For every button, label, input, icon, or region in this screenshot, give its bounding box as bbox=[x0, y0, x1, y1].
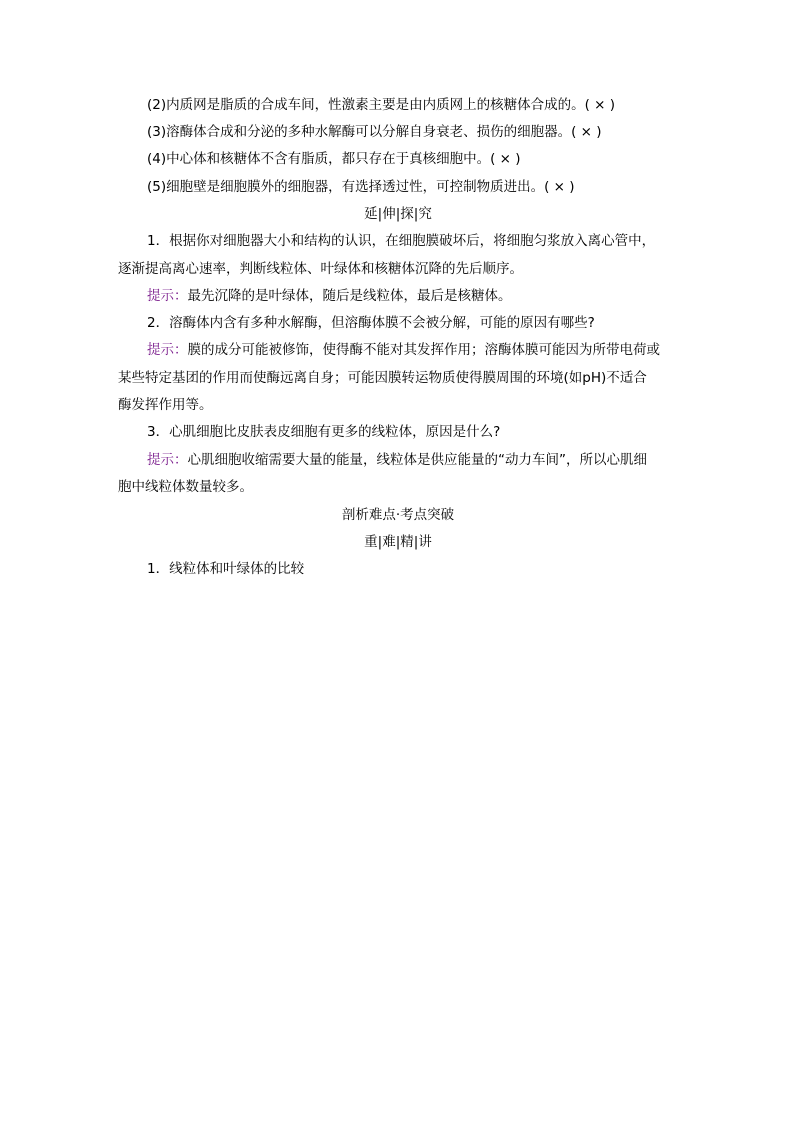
hint-label: 提示： bbox=[147, 342, 188, 358]
judgment-5: (5)细胞壁是细胞膜外的细胞器，有选择透过性，可控制物质进出。( × ) bbox=[147, 179, 575, 195]
hint-1 bbox=[147, 287, 707, 305]
question-1-line-1: 1．根据你对细胞器大小和结构的认识，在细胞膜破坏后，将细胞匀浆放入离心管中， bbox=[147, 233, 656, 249]
hint-text: 膜的成分可能被修饰，使得酶不能对其发挥作用；溶酶体膜可能因为所带电荷或 bbox=[187, 342, 660, 358]
list-item-1: 1．线粒体和叶绿体的比较 bbox=[147, 561, 305, 577]
judgment-3: (3)溶酶体合成和分泌的多种水解酶可以分解自身衰老、损伤的细胞器。( × ) bbox=[147, 124, 602, 140]
section-heading-key: 重|难|精|讲 bbox=[364, 534, 432, 550]
judgment-2: (2)内质网是脂质的合成车间，性激素主要是由内质网上的核糖体合成的。( × ) bbox=[147, 97, 616, 113]
hint-label: 提示： bbox=[147, 452, 188, 468]
hint-3-line-1 bbox=[147, 451, 707, 469]
hint-2-line-3: 酶发挥作用等。 bbox=[118, 397, 213, 413]
hint-2-line-2: 某些特定基团的作用而使酶远离自身；可能因膜转运物质使得膜周围的环境(如pH)不适合 bbox=[118, 370, 647, 386]
hint-3-line-2: 胞中线粒体数量较多。 bbox=[118, 479, 253, 495]
hint-text: 最先沉降的是叶绿体，随后是线粒体，最后是核糖体。 bbox=[187, 288, 512, 304]
judgment-4: (4)中心体和核糖体不含有脂质，都只存在于真核细胞中。( × ) bbox=[147, 151, 521, 167]
hint-text: 心肌细胞收缩需要大量的能量，线粒体是供应能量的“动力车间”，所以心肌细 bbox=[187, 452, 647, 468]
section-heading-extend: 延|伸|探|究 bbox=[364, 206, 432, 222]
section-heading-analysis: 剖析难点·考点突破 bbox=[341, 507, 455, 523]
hint-2-line-1 bbox=[147, 341, 707, 359]
question-3-line-1: 3．心肌细胞比皮肤表皮细胞有更多的线粒体，原因是什么? bbox=[147, 424, 501, 440]
question-2-line-1: 2．溶酶体内含有多种水解酶，但溶酶体膜不会被分解，可能的原因有哪些? bbox=[147, 315, 595, 331]
question-1-line-2: 逐渐提高离心速率，判断线粒体、叶绿体和核糖体沉降的先后顺序。 bbox=[118, 261, 523, 277]
hint-label: 提示： bbox=[147, 288, 188, 304]
